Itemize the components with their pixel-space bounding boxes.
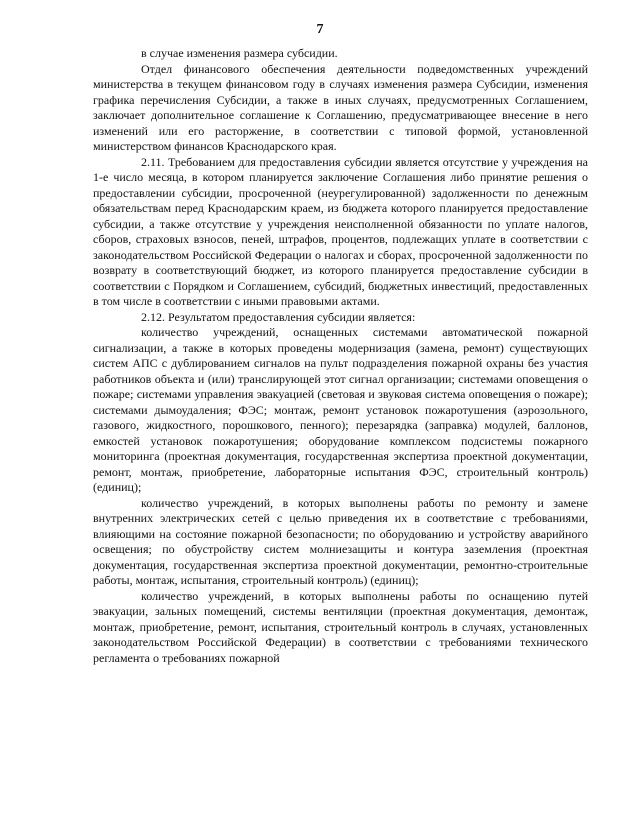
- paragraph: в случае изменения размера субсидии.: [141, 46, 338, 60]
- paragraph: 2.12. Результатом предоставления субсидии является:: [141, 309, 416, 324]
- paragraph: количество учреждений, в которых выполнены работы по оснащению путей эвакуации, зальных помещений, системы вентиляции (проектная документация, демонтаж, монтаж, приобретение, ремонт, испытания, строительный контроль в случаях, установленных законодательством Российской Федерации) в соответствии с требованиями технического регламента о требованиях пожарной: [93, 588, 588, 665]
- document-body: [93, 46, 588, 666]
- paragraph: количество учреждений, оснащенных системами автоматической пожарной сигнализации, а также в которых проведены модернизация (замена, ремонт) существующих систем АПС с дублированием сигналов на пульт подразделения пожарной охраны без участия работников объекта и (или) транслирующей этот сигнал организации; системами оповещения о пожаре; системами управления эвакуацией (световая и звуковая система оповещения о пожаре); системами дымоудаления; ФЭС; монтаж, ремонт установок пожаротушения (аэрозольного, газового, жидкостного, порошкового, пенного); перезарядка (заправка) модулей, баллонов, емкостей установок пожаротушения; оборудование комплексом подсистемы пожарного мониторинга (проектная документация, государственная экспертиза проектной документации, ремонт, монтаж, приобретение, лабораторные испытания ФЭС, строительный контроль) (единиц);: [93, 325, 588, 494]
- paragraph: Отдел финансового обеспечения деятельности подведомственных учреждений министерства в текущем финансовом году в случаях изменения размера Субсидии, изменения графика перечисления Субсидии, а также в иных случаях, предусмотренных Соглашением, заключает дополнительное соглашение к Соглашению, предусматривающее внесение в него изменений или его расторжение, в соответствии с типовой формой, установленной министерством финансов Краснодарского края.: [93, 61, 588, 153]
- page-number: 7: [316, 22, 324, 37]
- paragraph: количество учреждений, в которых выполнены работы по ремонту и замене внутренних электрических сетей с целью приведения их в соответствие с требованиями, влияющими на состояние пожарной безопасности; по оборудованию и устройству аварийного освещения; по обустройству систем молниезащиты и контура заземления (проектная документация, государственная экспертиза проектной документации, ремонтно-строительные работы, монтаж, испытания, строительный контроль) (единиц);: [93, 495, 588, 587]
- paragraph: 2.11. Требованием для предоставления субсидии является отсутствие у учреждения на 1-е число месяца, в котором планируется заключение Соглашения либо принятие решения о предоставлении субсидии, просроченной (неурегулированной) задолженности по денежным обязательствам перед Краснодарским краем, из бюджета которого планируется предоставление субсидии, а также отсутствие у учреждения неисполненной обязанности по уплате налогов, сборов, страховых взносов, пеней, штрафов, процентов, подлежащих уплате в соответствии с законодательством Российской Федерации о налогах и сборах, просроченной задолженности по возврату в соответствующий бюджет, из которого планируется предоставление субсидии в соответствии с Порядком и Соглашением, субсидий, бюджетных инвестиций, предоставленных в том числе в соответствии с иными правовыми актами.: [93, 154, 588, 308]
